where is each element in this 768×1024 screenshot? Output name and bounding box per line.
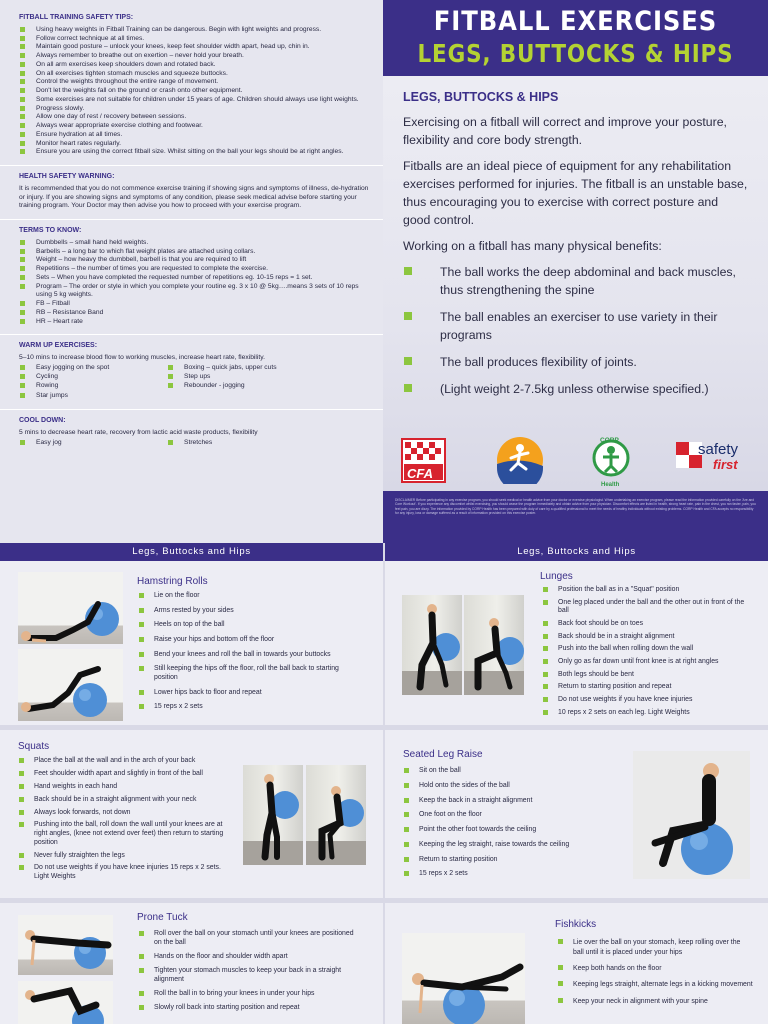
- step-item: Back should be in a straight alignment: [542, 633, 752, 642]
- corp-text: CORP: [600, 437, 619, 444]
- warm-up-list-1: [19, 364, 167, 401]
- header-title: FITBALL EXERCISES: [433, 6, 718, 37]
- seated-title: Seated Leg Raise: [403, 749, 483, 760]
- safety-tips-heading: FITBALL TRAINING SAFETY TIPS:: [19, 14, 134, 21]
- squats-steps: [18, 757, 236, 886]
- safety-tip-item: Allow one day of rest / recovery between sessions.: [19, 113, 375, 122]
- step-item: 15 reps x 2 sets: [138, 703, 360, 712]
- terms-heading: TERMS TO KNOW:: [19, 227, 82, 234]
- term-item: Barbells – a long bar to which flat weight plates are attached using collars.: [19, 248, 375, 257]
- prone-steps: [138, 930, 360, 1019]
- warm-up-intro: 5–10 mins to increase blood flow to working muscles, increase heart rate, flexibility.: [19, 354, 265, 361]
- seated-steps: [403, 767, 623, 885]
- corp-health-logo: [591, 432, 631, 488]
- step-item: Heels on top of the ball: [138, 621, 360, 630]
- step-item: Keep your neck in alignment with your spine: [557, 997, 753, 1007]
- warm-up-heading: WARM UP EXERCISES:: [19, 342, 98, 350]
- step-item: Keep the back in a straight alignment: [403, 797, 623, 806]
- health-warning-heading: HEALTH SAFETY WARNING:: [19, 173, 115, 180]
- term-item: Dumbbells – small hand held weights.: [19, 239, 375, 248]
- warm-up-item: Rebounder - jogging: [167, 382, 315, 391]
- squats-photo-1: [243, 765, 303, 865]
- step-item: Bend your knees and roll the ball in towards your buttocks: [138, 651, 360, 660]
- hamstring-title: Hamstring Rolls: [137, 576, 208, 587]
- safety-panel: [0, 0, 383, 543]
- benefits-list: [403, 263, 748, 398]
- step-item: 15 reps x 2 sets: [403, 870, 623, 879]
- step-item: Sit on the ball: [403, 767, 623, 776]
- warm-up-item: Easy jogging on the spot: [19, 364, 167, 373]
- cool-down-item: Easy jog: [19, 439, 167, 448]
- prone-photo-2: [18, 981, 113, 1024]
- step-item: Slowly roll back into starting position and repeat: [138, 1004, 360, 1013]
- step-item: Keeping the leg straight, raise towards the ceiling: [403, 841, 623, 850]
- step-item: One leg placed under the ball and the other out in front of the ball: [542, 599, 752, 616]
- disclaimer: DISCLAIMER Before participating in any exercise program, you should seek medical or health advice from your doctor or exercise physiologist. When undertaking an exercise program, please read the information provided carefully on the 'Are and Core Workout'. If you experience any discomfort whilst exercising, you should cease the program immediately and obtain advice from your physician. Discomfort effects are listed in health, strong heart rate, pain in the chest, you ran faster, pain, you feel pain, you are dizzy. The information provided by CORP Health has been prepared with duty of care by a qualified professional to meet the needs of healthy individuals without existing problems. CORP Health and CFA accepts no responsibility for any injury, loss or damage suffered as a result of information provided on this exercise poster.: [383, 491, 768, 543]
- intro-heading: LEGS, BUTTOCKS & HIPS: [403, 90, 559, 104]
- term-item: Weight – how heavy the dumbbell, barbell is that you are required to lift: [19, 256, 375, 265]
- safety-tip-item: Always wear appropriate exercise clothing and footwear.: [19, 122, 375, 131]
- seated-leg-raise-panel: [385, 730, 768, 898]
- intro-paragraph-3: Working on a fitball has many physical benefits:: [403, 239, 662, 253]
- benefit-item: The ball works the deep abdominal and back muscles, thus strengthening the spine: [403, 263, 748, 299]
- step-item: Roll over the ball on your stomach until your knees are positioned on the ball: [138, 930, 360, 947]
- safety-tip-item: On all exercises tighten stomach muscles and squeeze buttocks.: [19, 70, 375, 79]
- cool-down-section: [19, 417, 375, 448]
- cool-down-list-1: [19, 439, 167, 448]
- lunges-steps: [542, 586, 752, 721]
- section-bar-right: Legs, Buttocks and Hips: [385, 543, 768, 561]
- warm-up-item: Star jumps: [19, 392, 167, 401]
- intro-paragraph-1: Exercising on a fitball will correct and improve your posture, flexibility and core body strength.: [403, 115, 727, 147]
- safety-text: safety: [698, 441, 739, 458]
- prone-tuck-panel: [0, 903, 383, 1024]
- safety-tip-item: Control the weights throughout the entire range of movement.: [19, 78, 375, 87]
- runner-logo: [496, 436, 544, 484]
- benefit-item: The ball produces flexibility of joints.: [403, 353, 748, 371]
- step-item: Still keeping the hips off the floor, roll the ball back to starting position: [138, 665, 360, 682]
- step-item: Do not use weights if you have knee injuries 15 reps x 2 sets. Light Weights: [18, 864, 236, 881]
- safety-tips-list: [19, 26, 375, 157]
- safety-tip-item: On all arm exercises keep shoulders down and rotated back.: [19, 61, 375, 70]
- safety-tip-item: Follow correct technique at all times.: [19, 35, 375, 44]
- section-bar-left: Legs, Buttocks and Hips: [0, 543, 383, 561]
- term-item: HR – Heart rate: [19, 318, 375, 327]
- health-warning-section: [19, 173, 375, 211]
- step-item: Both legs should be bent: [542, 671, 752, 680]
- intro-panel: [383, 76, 768, 491]
- safety-tips-section: [19, 14, 375, 157]
- divider: [0, 409, 383, 410]
- safety-tip-item: Ensure hydration at all times.: [19, 131, 375, 140]
- cfa-logo: [401, 438, 446, 483]
- hamstring-rolls-panel: [0, 561, 383, 725]
- step-item: Return to starting position and repeat: [542, 683, 752, 692]
- step-item: Push into the ball when rolling down the wall: [542, 645, 752, 654]
- cool-down-item: Stretches: [167, 439, 315, 448]
- health-warning-text: It is recommended that you do not commence exercise training if showing signs and symptoms of illness, de-hydration or injury. If you are showing signs and symptoms of any condition, please seek medical advise before starting your training program. Your Doctor may then advise you how to proceed with your exercise program.: [19, 184, 369, 210]
- term-item: Sets – When you have completed the requested number of repetitions eg. 10-15 reps = 1 set.: [19, 274, 375, 283]
- step-item: Roll the ball in to bring your knees in under your hips: [138, 990, 360, 999]
- seated-photo: [633, 751, 750, 879]
- step-item: Back should be in a straight alignment with your neck: [18, 796, 236, 805]
- step-item: Point the other foot towards the ceiling: [403, 826, 623, 835]
- divider: [0, 165, 383, 166]
- step-item: Lie over the ball on your stomach, keep rolling over the ball until it is placed under your hips: [557, 938, 753, 957]
- warm-up-item: Cycling: [19, 373, 167, 382]
- warm-up-list-2: [167, 364, 315, 401]
- lunges-photo-2: [464, 595, 524, 695]
- term-item: FB – Fitball: [19, 300, 375, 309]
- warm-up-item: Step ups: [167, 373, 315, 382]
- step-item: Feet shoulder width apart and slightly in front of the ball: [18, 770, 236, 779]
- benefit-item: The ball enables an exerciser to use variety in their programs: [403, 308, 748, 344]
- step-item: Hand weights in each hand: [18, 783, 236, 792]
- safety-tip-item: Progress slowly.: [19, 105, 375, 114]
- step-item: Raise your hips and bottom off the floor: [138, 636, 360, 645]
- term-item: Repetitions – the number of times you are requested to complete the exercise.: [19, 265, 375, 274]
- fishkicks-panel: [385, 903, 768, 1024]
- safety-tip-item: Always remember to breathe out on exertion – never hold your breath.: [19, 52, 375, 61]
- lunges-photo-1: [402, 595, 462, 695]
- hamstring-steps: [138, 592, 360, 718]
- cool-down-intro: 5 mins to decrease heart rate, recovery from lactic acid waste products, flexibility: [19, 428, 258, 436]
- divider: [0, 334, 383, 335]
- corp-health-text: Health: [601, 482, 620, 488]
- term-item: Program – The order or style in which you complete your routine eg. 3 x 10 @ 5kg….means 3 sets of 10 reps using 5 kg weights.: [19, 283, 375, 301]
- safety-tip-item: Monitor heart rates regularly.: [19, 140, 375, 149]
- lunges-panel: [385, 561, 768, 725]
- step-item: Back foot should be on toes: [542, 620, 752, 629]
- fishkicks-title: Fishkicks: [555, 919, 597, 930]
- cfa-logo-text: CFA: [407, 466, 433, 481]
- step-item: Position the ball as in a "Squat" position: [542, 586, 752, 595]
- cool-down-heading: COOL DOWN:: [19, 417, 66, 425]
- prone-title: Prone Tuck: [137, 912, 188, 923]
- step-item: Hold onto the sides of the ball: [403, 782, 623, 791]
- safety-tip-item: Ensure you are using the correct fitball size. Whilst sitting on the ball your legs should be at right angles.: [19, 148, 375, 157]
- step-item: Place the ball at the wall and in the arch of your back: [18, 757, 236, 766]
- fishkicks-steps: [557, 938, 753, 1013]
- safety-tip-item: Maintain good posture – unlock your knees, keep feet shoulder width apart, head up, chin in.: [19, 43, 375, 52]
- prone-photo-1: [18, 915, 113, 975]
- step-item: Lie on the floor: [138, 592, 360, 601]
- safety-tip-item: Some exercises are not suitable for children under 15 years of age. Children should always use light weights.: [19, 96, 375, 105]
- squats-title: Squats: [18, 741, 50, 752]
- divider: [0, 219, 383, 220]
- step-item: Only go as far down until front knee is at right angles: [542, 658, 752, 667]
- safety-tip-item: Don't let the weights fall on the ground or crash onto other equipment.: [19, 87, 375, 96]
- step-item: Arms rested by your sides: [138, 607, 360, 616]
- warm-up-section: [19, 342, 375, 401]
- hamstring-photo-2: [18, 649, 123, 721]
- step-item: Hands on the floor and shoulder width apart: [138, 953, 360, 962]
- step-item: Tighten your stomach muscles to keep your back in a straight alignment: [138, 967, 360, 984]
- step-item: One foot on the floor: [403, 811, 623, 820]
- step-item: Never fully straighten the legs: [18, 852, 236, 861]
- terms-section: [19, 227, 375, 326]
- lunges-title: Lunges: [540, 571, 573, 582]
- squats-photo-2: [306, 765, 366, 865]
- step-item: Do not use weights if you have knee injuries: [542, 696, 752, 705]
- warm-up-item: Rowing: [19, 382, 167, 391]
- first-text: first: [713, 457, 738, 472]
- squats-panel: [0, 730, 383, 898]
- safety-first-logo: [676, 440, 748, 474]
- header-subtitle: LEGS, BUTTOCKS & HIPS: [417, 39, 734, 68]
- intro-paragraph-2: Fitballs are an ideal piece of equipment for any rehabilitation exercises performed for injuries. The fitball is an unstable base, thus encouraging you to exercise with correct posture and good control.: [403, 159, 748, 227]
- term-item: RB – Resistance Band: [19, 309, 375, 318]
- step-item: Pushing into the ball, roll down the wall until your knees are at right angles, (knee not extend over feet) then return to starting position: [18, 821, 236, 847]
- step-item: Keeping legs straight, alternate legs in a kicking movement: [557, 980, 753, 990]
- step-item: Lower hips back to floor and repeat: [138, 689, 360, 698]
- warm-up-item: Boxing – quick jabs, upper cuts: [167, 364, 315, 373]
- step-item: 10 reps x 2 sets on each leg. Light Weights: [542, 709, 752, 718]
- hamstring-photo-1: [18, 572, 123, 644]
- fishkicks-photo: [402, 933, 525, 1024]
- poster-header: [383, 0, 768, 76]
- step-item: Keep both hands on the floor: [557, 964, 753, 974]
- step-item: Return to starting position: [403, 856, 623, 865]
- step-item: Always look forwards, not down: [18, 809, 236, 818]
- cool-down-list-2: [167, 439, 315, 448]
- terms-list: [19, 239, 375, 327]
- safety-tip-item: Using heavy weights in Fitball Training can be dangerous. Begin with light weights and progress.: [19, 26, 375, 35]
- benefit-item: (Light weight 2-7.5kg unless otherwise specified.): [403, 380, 748, 398]
